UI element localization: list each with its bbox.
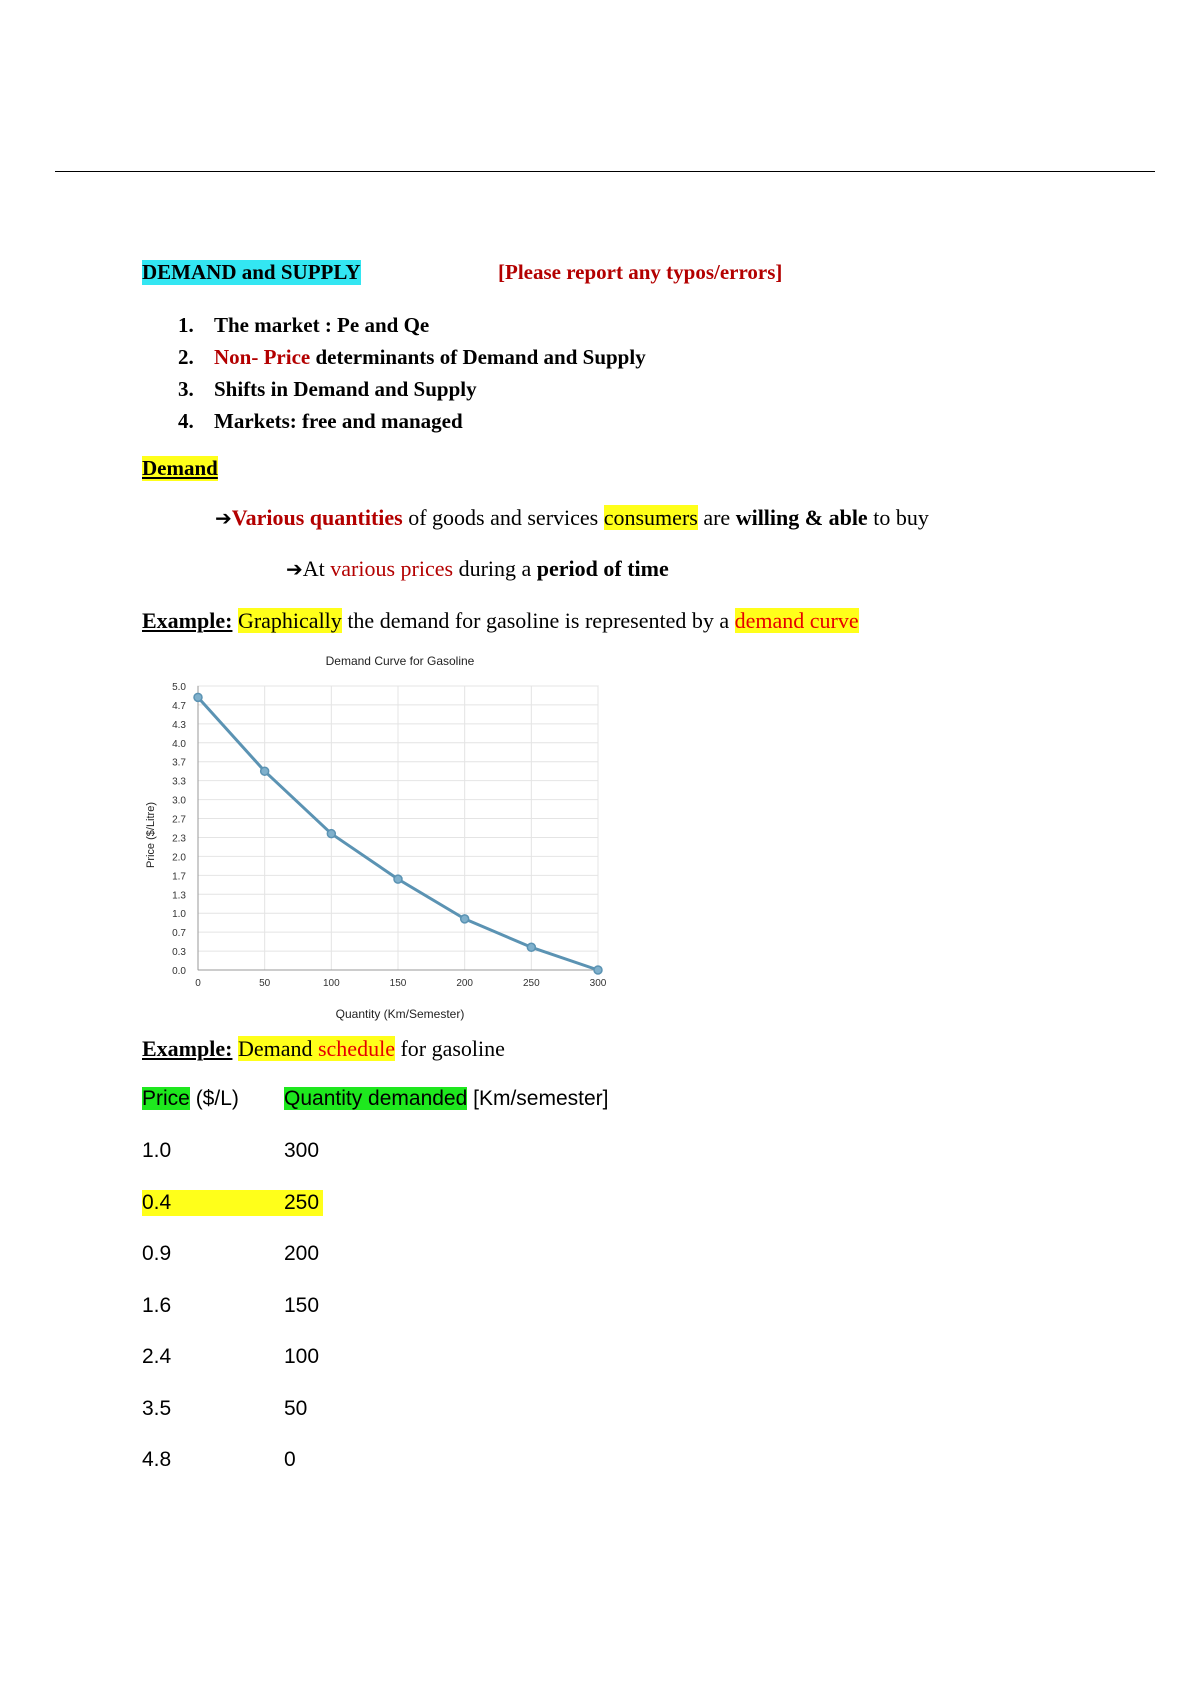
x-tick-label: 0 <box>195 978 201 989</box>
data-point <box>261 767 269 775</box>
data-point <box>461 915 469 923</box>
y-tick-label: 4.7 <box>172 700 186 712</box>
y-tick-label: 1.7 <box>172 871 186 883</box>
page-title: DEMAND and SUPPLY <box>142 260 361 284</box>
y-tick-label: 0.7 <box>172 928 186 940</box>
chart-grid <box>198 686 598 970</box>
x-tick-label: 300 <box>589 978 607 989</box>
x-tick-label: 150 <box>389 978 407 989</box>
price-column-header: Price <box>142 1087 190 1110</box>
outline-item: 3. Shifts in Demand and Supply <box>178 377 477 401</box>
y-tick-label: 0.0 <box>172 966 186 977</box>
chart-y-axis-label: Price ($/Litre) <box>145 801 157 869</box>
y-tick-label: 1.0 <box>172 909 186 921</box>
y-tick-label: 5.0 <box>172 682 186 693</box>
arrow-right-icon: ➔ <box>215 506 232 530</box>
report-note: [Please report any typos/errors] <box>498 260 783 284</box>
demand-schedule <box>142 1138 322 1499</box>
schedule-row: 1.0 300 <box>142 1139 320 1162</box>
header-rule <box>55 171 1155 172</box>
y-tick-label: 2.7 <box>172 814 186 826</box>
demand-price-line: ➔At various prices during a period of time <box>286 556 669 581</box>
schedule-row: 0.4 250 <box>142 1190 322 1242</box>
quantity-column-header: Quantity demanded <box>284 1087 468 1110</box>
data-point <box>527 943 535 951</box>
schedule-row: 4.8 0 <box>142 1448 296 1471</box>
data-point <box>394 875 402 883</box>
y-tick-label: 1.3 <box>172 890 186 902</box>
outline-item: 4. Markets: free and managed <box>178 409 463 433</box>
outline-item: 2. Non- Price determinants of Demand and Supply <box>178 345 646 369</box>
schedule-row: 0.9 200 <box>142 1242 320 1265</box>
example-graph-caption: Example: Graphically the demand for gasoline is represented by a demand curve <box>142 608 859 633</box>
arrow-right-icon: ➔ <box>286 557 303 581</box>
y-tick-label: 2.3 <box>172 833 186 845</box>
x-tick-label: 250 <box>522 978 540 989</box>
data-point <box>194 693 202 701</box>
chart-x-axis-label: Quantity (Km/Semester) <box>335 1007 465 1021</box>
y-tick-label: 4.3 <box>172 719 186 731</box>
y-tick-label: 4.0 <box>172 738 186 750</box>
x-tick-label: 200 <box>456 978 474 989</box>
data-point <box>327 830 335 838</box>
y-tick-label: 3.7 <box>172 757 186 769</box>
data-point <box>594 966 602 974</box>
topic-outline <box>178 309 646 437</box>
schedule-header: Price ($/L) Quantity demanded [Km/semester] <box>142 1087 609 1110</box>
schedule-row: 2.4 100 <box>142 1345 320 1368</box>
demand-heading: Demand <box>142 456 218 480</box>
schedule-row: 3.5 50 <box>142 1396 308 1420</box>
chart-title: Demand Curve for Gasoline <box>325 654 475 668</box>
schedule-row: 1.6 150 <box>142 1293 320 1317</box>
outline-item: 1. The market : Pe and Qe <box>178 313 430 337</box>
y-tick-label: 0.3 <box>172 947 186 959</box>
example-schedule-caption: Example: Demand schedule for gasoline <box>142 1036 505 1061</box>
demand-definition-line: ➔Various quantities of goods and services consumers are willing & able to buy <box>215 505 929 530</box>
demand-curve-chart <box>140 652 610 1027</box>
y-tick-label: 3.0 <box>172 795 186 807</box>
x-tick-label: 50 <box>259 978 271 989</box>
x-tick-label: 100 <box>322 978 340 989</box>
y-tick-label: 3.3 <box>172 776 186 788</box>
y-tick-label: 2.0 <box>172 852 186 864</box>
